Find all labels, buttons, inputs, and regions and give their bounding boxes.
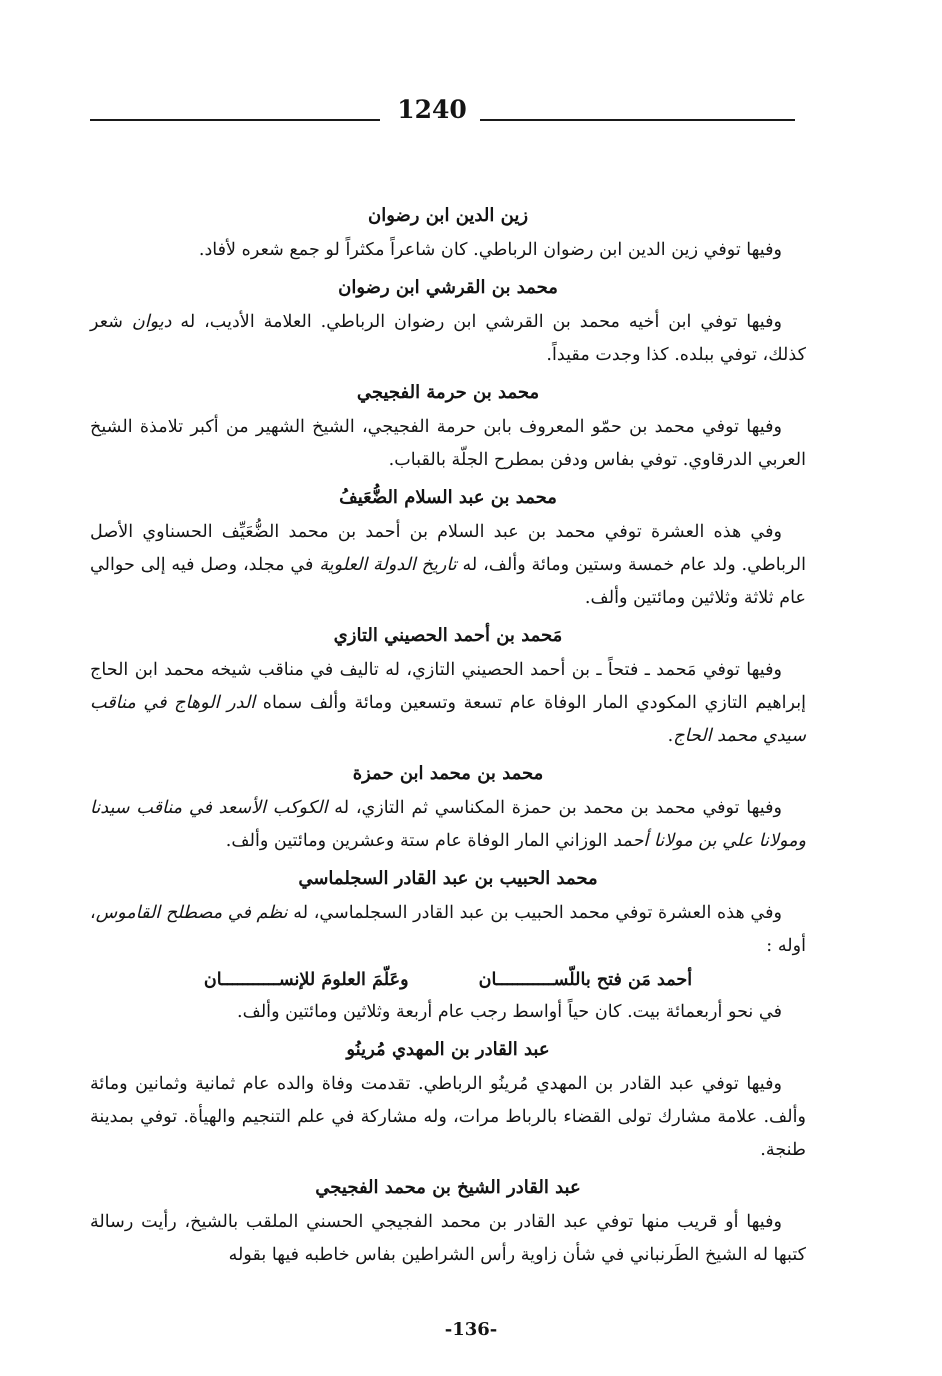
entry-text: وفيها توفي ابن أخيه محمد بن القرشي ابن رضوان الرباطي. العلامة الأديب، له ديوان شعر كذلك، توفي ببلده. كذا وجدت مقيداً. xyxy=(90,312,806,365)
entry-title: عبد القادر الشيخ بن محمد الفجيجي xyxy=(315,1177,581,1198)
book-title: نظم في مصطلح القاموس xyxy=(95,903,288,923)
poem-verse xyxy=(90,963,806,996)
entry-title: عبد القادر بن المهدي مُرينُو xyxy=(346,1039,550,1060)
entry-title: محمد بن حرمة الفجيجي xyxy=(356,382,540,403)
book-title: الكوكب الأسعد في مناقب سيدنا ومولانا علي بن مولانا أحمد xyxy=(90,798,806,851)
entry-title: زين الدين ابن رضوان xyxy=(367,205,529,226)
header-rule-left xyxy=(90,119,380,121)
entry-title: محمد بن محمد ابن حمزة xyxy=(352,763,544,784)
entry-text: وفي هذه العشرة توفي محمد بن عبد السلام بن أحمد بن محمد الضُّعَيِّف الحسناوي الأصل الرباطي. ولد عام خمسة وستين ومائة وألف، له تاريخ الدولة العلوية في مجلد، وصل فيه إلى حوالي عام ثلاثة وثلاثين ومائتين وألف. xyxy=(90,522,806,608)
page-header xyxy=(90,92,795,132)
entry-text: وفيها أو قريب منها توفي عبد القادر بن محمد الفجيجي الحسني الملقب بالشيخ، رأيت رسالة كتبها له الشيخ الطَرنباني في شأن زاوية رأس الشراطين بفاس خاطبه فيها بقوله xyxy=(90,1212,806,1265)
page-body xyxy=(90,198,806,1272)
verse-hemistich-1: أحمد مَن فتح باللّســـــــــــان xyxy=(478,969,693,990)
page-footer-number: -136- xyxy=(444,1319,498,1340)
entry-text: وفيها توفي محمد بن حمّو المعروف بابن حرمة الفجيجي، الشيخ الشهير من أكبر تلامذة الشيخ العربي الدرقاوي. توفي بفاس ودفن بمطرح الجلّة بالقباب. xyxy=(90,417,806,470)
book-title: الدر الوهاج في مناقب سيدي محمد الحاج xyxy=(90,693,806,746)
page-number: 1240 xyxy=(397,95,467,124)
entry-title: محمد الحبيب بن عبد القادر السجلماسي xyxy=(298,868,598,889)
entry-text: وفيها توفي زين الدين ابن رضوان الرباطي. كان شاعراً مكثراً لو جمع شعره لأفاد. xyxy=(198,240,782,260)
entry-title: محمد بن القرشي ابن رضوان xyxy=(338,277,558,298)
entry-text: وفيها توفي مَحمد ـ فتحاً ـ بن أحمد الحصيني التازي، له تاليف في مناقب شيخه محمد ابن الحاج إبراهيم التازي المكودي المار الوفاة عام تسعة وتسعين ومائة وألف سماه الدر الوهاج في مناقب سيدي محمد الحاج. xyxy=(90,660,806,746)
book-title: ديوان xyxy=(131,312,172,332)
book-title: تاريخ الدولة العلوية xyxy=(319,555,457,575)
verse-hemistich-2: وعَلّمَ العلومَ للإنســـــــــــان xyxy=(203,969,409,990)
entry-text: وفيها توفي عبد القادر بن المهدي مُرينُو الرباطي. تقدمت وفاة والده عام ثمانية وثمانين ومائة وألف. علامة مشارك تولى القضاء بالرباط مرات، وله مشاركة في علم التنجيم والهيأة. توفي بمدينة طنجة. xyxy=(90,1074,806,1160)
entry-title: محمد بن عبد السلام الضُّعَيفُ xyxy=(339,487,557,508)
entry-text: في نحو أربعمائة بيت. كان حياً أواسط رجب عام أربعة وثلاثين ومائتين وألف. xyxy=(237,1002,782,1022)
entry-title: مَحمد بن أحمد الحصيني التازي xyxy=(333,625,563,646)
entry-text: وفيها توفي محمد بن محمد بن حمزة المكناسي ثم التازي، له الكوكب الأسعد في مناقب سيدنا ومولانا علي بن مولانا أحمد الوزاني المار الوفاة عام ستة وعشرين ومائتين وألف. xyxy=(90,798,806,851)
entry-text: وفي هذه العشرة توفي محمد الحبيب بن عبد القادر السجلماسي، له نظم في مصطلح القاموس، أوله : xyxy=(90,903,806,956)
header-rule-right xyxy=(480,119,795,121)
